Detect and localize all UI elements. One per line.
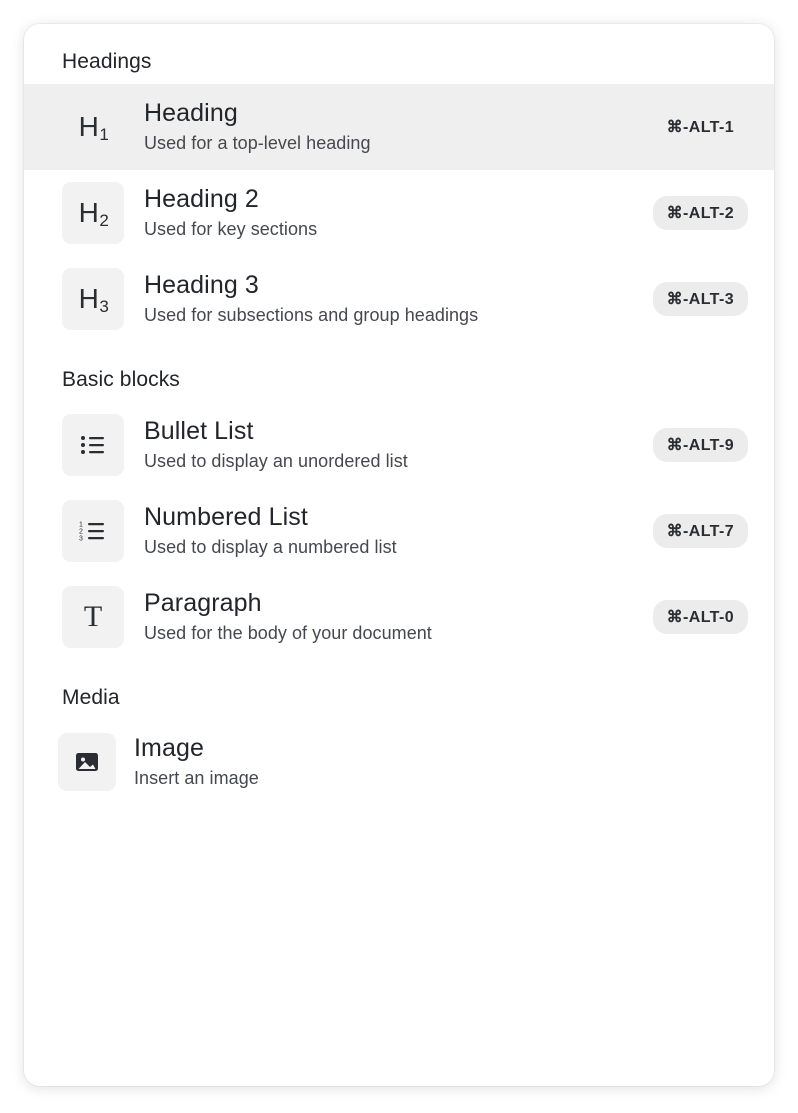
section-label-headings: Headings	[62, 50, 152, 73]
menu-item-shortcut: ⌘-ALT-9	[653, 428, 748, 462]
menu-item-shortcut: ⌘-ALT-3	[653, 282, 748, 316]
paragraph-icon: T	[62, 586, 124, 648]
bullet-list-icon	[62, 414, 124, 476]
menu-item-description: Used for key sections	[144, 219, 318, 240]
menu-item-description: Used for a top-level heading	[144, 133, 371, 154]
menu-item-text	[124, 271, 653, 328]
menu-item-title: Bullet List	[144, 416, 254, 445]
menu-item-text	[124, 417, 653, 474]
menu-item-text	[124, 503, 653, 560]
menu-item-title: Heading 2	[144, 184, 259, 213]
menu-item-description: Used for the body of your document	[144, 623, 432, 644]
menu-item-description: Used to display a numbered list	[144, 537, 397, 558]
svg-text:2: 2	[79, 528, 83, 536]
menu-item-description: Used to display an unordered list	[144, 451, 408, 472]
menu-item-shortcut: ⌘-ALT-0	[653, 600, 748, 634]
menu-item-numbered-list[interactable]	[24, 488, 774, 574]
menu-item-heading-3[interactable]	[24, 256, 774, 342]
menu-item-text	[124, 589, 653, 646]
menu-item-paragraph[interactable]	[24, 574, 774, 660]
menu-item-heading-1[interactable]	[24, 84, 774, 170]
menu-item-shortcut: ⌘-ALT-7	[653, 514, 748, 548]
section-label-media: Media	[62, 686, 120, 709]
menu-item-description: Insert an image	[134, 768, 259, 789]
menu-item-image[interactable]	[24, 720, 774, 804]
section-label-basic-blocks: Basic blocks	[62, 368, 180, 391]
menu-item-title: Numbered List	[144, 502, 308, 531]
menu-item-title: Image	[134, 733, 204, 762]
menu-item-bullet-list[interactable]	[24, 402, 774, 488]
menu-item-text	[124, 99, 653, 156]
menu-item-title: Heading	[144, 98, 238, 127]
heading-1-icon: $H_1$	[78, 111, 109, 144]
menu-item-text	[124, 185, 653, 242]
menu-item-title: Paragraph	[144, 588, 262, 617]
menu-item-text	[116, 734, 748, 791]
heading-3-icon: $H_3$	[62, 268, 124, 330]
menu-item-description: Used for subsections and group headings	[144, 305, 479, 326]
menu-item-shortcut: ⌘-ALT-2	[653, 196, 748, 230]
numbered-list-icon	[62, 500, 124, 562]
menu-item-title: Heading 3	[144, 270, 259, 299]
block-type-menu	[24, 24, 774, 1086]
menu-item-shortcut: ⌘-ALT-1	[666, 119, 734, 136]
image-icon	[58, 733, 116, 791]
svg-text:3: 3	[79, 535, 83, 543]
heading-2-icon: $H_2$	[62, 182, 124, 244]
svg-text:1: 1	[79, 521, 83, 529]
menu-item-heading-2[interactable]	[24, 170, 774, 256]
